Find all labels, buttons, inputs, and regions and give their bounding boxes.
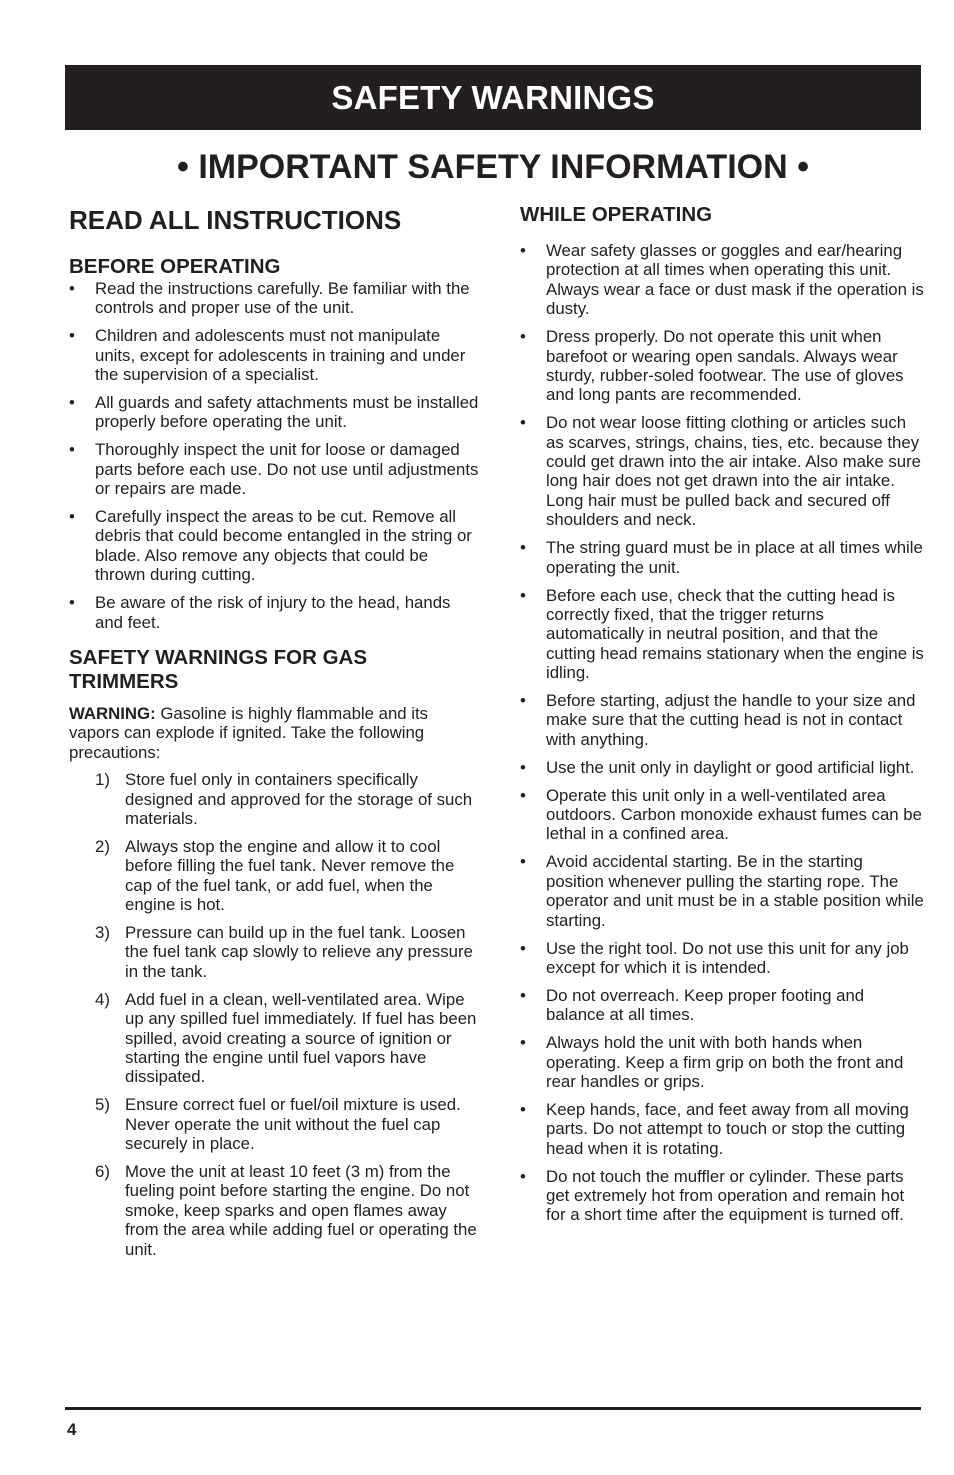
while-operating-heading: WHILE OPERATING [520,203,713,226]
list-item: • Do not touch the muffler or cylinder. These parts get extremely hot from operation and remain hot for a short time after the equipment is turned off. [520,1166,905,1225]
bullet-icon: • [520,691,526,711]
list-item: 3) Pressure can build up in the fuel tank. Loosen the fuel tank cap slowly to relieve any pressure in the tank. [95,923,473,981]
bullet-icon: • [69,326,75,346]
bullet-icon: • [520,938,526,958]
bullet-icon: • [520,1166,526,1186]
list-item: • Dress properly. Do not operate this unit when barefoot or wearing open sandals. Always wear sturdy, rubber-soled footwear. The use of gloves and long pants are recommended. [520,327,904,405]
bullet-icon: • [520,785,526,805]
bullet-icon: • [69,593,75,613]
list-item: 2) Always stop the engine and allow it to cool before filling the fuel tank. Never remove the cap of the fuel tank, or add fuel, when the engine is hot. [95,836,455,915]
left-column [69,203,479,1268]
list-item: • Keep hands, face, and feet away from all moving parts. Do not attempt to touch or stop the cutting head when it is rotating. [520,1099,909,1158]
bullet-icon: • [520,985,526,1005]
bullet-icon: • [520,538,526,558]
footer-divider [65,1407,921,1410]
bullet-icon: • [69,393,75,413]
list-item: • Children and adolescents must not manipulate units, except for adolescents in training and under the supervision of a specialist. [69,326,466,385]
before-operating-heading: BEFORE OPERATING [69,255,281,278]
list-item: • Avoid accidental starting. Be in the starting position whenever pulling the starting rope. The operator and unit must be in a stable position while starting. [520,852,924,930]
fuel-precautions-list [69,770,479,1259]
page-subtitle: • IMPORTANT SAFETY INFORMATION • [176,148,809,186]
bullet-icon: • [69,507,75,527]
list-item: • Use the unit only in daylight or good artificial light. [520,757,915,777]
bullet-icon: • [520,585,526,605]
before-operating-list [69,279,479,632]
list-item: 1) Store fuel only in containers specifically designed and approved for the storage of such materials. [95,770,473,829]
list-item: 6) Move the unit at least 10 feet (3 m) from the fueling point before starting the engine. Do not smoke, keep sparks and open flames away from the area while adding fuel or operating the unit. [95,1162,477,1259]
list-item: • All guards and safety attachments must be installed properly before operating the unit. [69,393,479,432]
bullet-icon: • [520,1033,526,1053]
bullet-icon: • [69,279,75,298]
bullet-icon: • [520,1099,526,1119]
list-item: • Thoroughly inspect the unit for loose or damaged parts before each use. Do not use until adjustments or repairs are made. [69,440,479,499]
warning-text: Gasoline is highly flammable and its vapors can explode if ignited. Take the following precautions: [69,704,429,762]
bullet-icon: • [520,327,526,347]
bullet-icon: • [69,440,75,460]
right-column [520,203,925,1233]
while-operating-list [520,241,925,1225]
page-number: 4 [67,1420,77,1439]
list-item: • The string guard must be in place at all times while operating the unit. [520,538,923,577]
list-item: • Before each use, check that the cutting head is correctly fixed, that the trigger returns automatically in neutral position, and that the cutting head remains stationary when the engine is idling. [520,585,924,683]
list-item: • Always hold the unit with both hands when operating. Keep a firm grip on both the front and rear handles or grips. [520,1033,904,1091]
list-item: • Carefully inspect the areas to be cut. Remove all debris that could become entangled in the string or blade. Also remove any objects that could be thrown during cutting. [69,507,472,585]
list-item: 4) Add fuel in a clean, well-ventilated area. Wipe up any spilled fuel immediately. If fuel has been spilled, avoid creating a source of ignition or starting the engine until fuel vapors have dissipated. [95,989,477,1087]
list-item: • Use the right tool. Do not use this unit for any job except for which it is intended. [520,938,909,977]
bullet-icon: • [520,852,526,872]
list-item: • Before starting, adjust the handle to your size and make sure that the cutting head is not in contact with anything. [520,691,916,749]
list-item: • Be aware of the risk of injury to the head, hands and feet. [69,593,451,632]
list-item: • Wear safety glasses or goggles and ear/hearing protection at all times when operating this unit. Always wear a face or dust mask if the operation is dusty. [520,241,924,319]
list-item: • Do not overreach. Keep proper footing and balance at all times. [520,985,865,1025]
gasoline-warning [69,704,479,762]
bullet-icon: • [520,757,526,777]
list-item: 5) Ensure correct fuel or fuel/oil mixture is used. Never operate the unit without the fuel cap securely in place. [95,1095,461,1154]
list-item: • Operate this unit only in a well-ventilated area outdoors. Carbon monoxide exhaust fumes can be lethal in a confined area. [520,785,922,844]
list-item: • Read the instructions carefully. Be familiar with the controls and proper use of the unit. [69,279,470,318]
section-banner [65,65,921,130]
warning-label: WARNING: [69,704,156,723]
list-item: • Do not wear loose fitting clothing or articles such as scarves, strings, chains, ties, etc. because they could get drawn into the air intake. Also make sure long hair does not get drawn into the air intake. Long hair must be pulled back and secured off shoulders and neck. [520,413,921,530]
bullet-icon: • [520,241,526,260]
banner-title: SAFETY WARNINGS [331,78,655,116]
bullet-icon: • [520,413,526,433]
read-all-heading: READ ALL INSTRUCTIONS [69,205,402,235]
gas-trimmers-heading: SAFETY WARNINGS FOR GAS TRIMMERS [69,646,368,693]
